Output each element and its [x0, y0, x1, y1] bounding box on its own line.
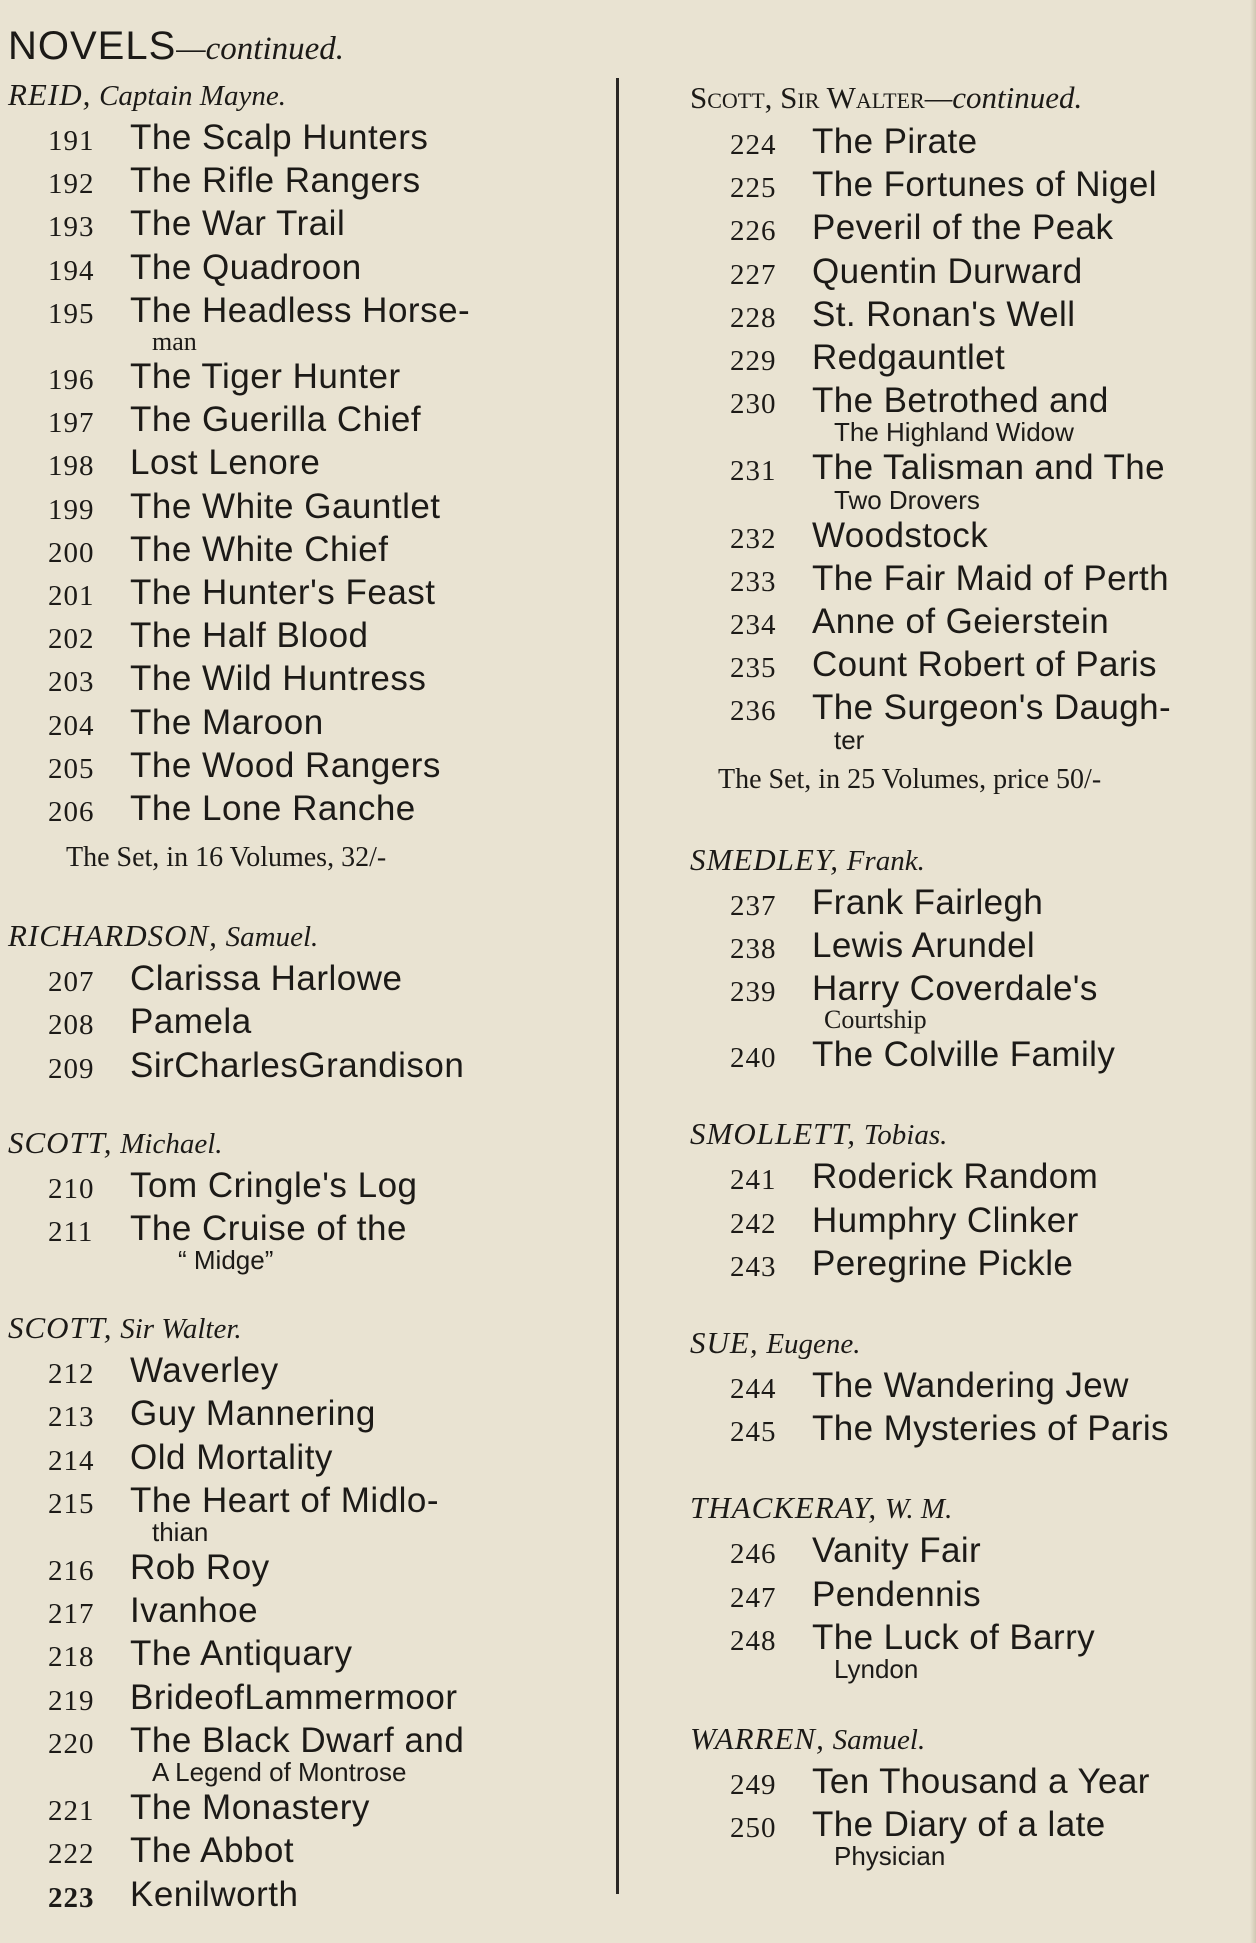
entry-list [48, 1166, 608, 1276]
entry-title: The Antiquary [130, 1634, 353, 1674]
entry-number: 221 [48, 1795, 95, 1828]
entry-title: Ivanhoe [130, 1591, 259, 1631]
list-item [730, 208, 1250, 251]
entry-title: The Guerilla Chief [130, 400, 422, 440]
list-item [48, 703, 608, 746]
entry-list [730, 883, 1250, 1079]
list-item [730, 688, 1250, 755]
entry-title: The Maroon [130, 702, 324, 742]
entry-body [130, 1002, 252, 1042]
entry-title: The Half Blood [130, 616, 369, 656]
author-given: W. M. [884, 1493, 953, 1526]
author-given: Eugene. [766, 1328, 861, 1361]
author-given: Captain Mayne. [99, 80, 286, 112]
heading-text: NOVELS [8, 24, 177, 68]
entry-number: 202 [48, 623, 95, 656]
entry-title: The Wood Rangers [130, 745, 441, 785]
list-item [48, 248, 608, 291]
entry-number: 226 [730, 215, 777, 248]
list-item [730, 1575, 1250, 1618]
entry-list [48, 118, 608, 832]
entry-title: Peregrine Pickle [812, 1243, 1074, 1283]
list-item [48, 1481, 608, 1548]
entry-title: Roderick Random [812, 1157, 1099, 1197]
entry-title: The White Gauntlet [130, 486, 441, 526]
list-item [48, 204, 608, 247]
entry-title: The Scalp Hunters [130, 118, 429, 157]
entry-number: 224 [730, 129, 777, 161]
entry-body [130, 1721, 464, 1788]
continued-author: Scott, Sir Walter [690, 80, 925, 115]
entry-number: 208 [48, 1009, 95, 1042]
entry-number: 243 [730, 1250, 777, 1283]
entry-body [130, 959, 403, 999]
entry-title: Ten Thousand a Year [812, 1762, 1150, 1802]
list-item [48, 1721, 608, 1788]
entry-body [130, 1046, 464, 1086]
entry-title: The Black Dwarf and [130, 1720, 465, 1760]
list-item [730, 338, 1250, 381]
list-item [48, 1046, 608, 1089]
entry-title: Anne of Geierstein [812, 602, 1110, 642]
entry-body [812, 208, 1113, 248]
entry-body [130, 1678, 458, 1718]
list-item [48, 1002, 608, 1045]
list-item [48, 1788, 608, 1831]
list-item [730, 1805, 1250, 1872]
entry-number: 210 [48, 1172, 95, 1205]
list-item [730, 1762, 1250, 1805]
author-surname: SUE, [690, 1325, 759, 1361]
entry-number: 191 [48, 125, 95, 157]
entry-title: The White Chief [130, 529, 389, 569]
entry-number: 212 [48, 1358, 95, 1391]
list-item [48, 789, 608, 832]
entry-body [812, 338, 1005, 378]
list-item [48, 291, 608, 357]
entry-body [130, 1548, 270, 1588]
entry-title: Tom Cringle's Log [130, 1165, 418, 1205]
list-item [48, 1351, 608, 1394]
list-item [730, 122, 1250, 165]
author-given: Sir Walter. [120, 1313, 242, 1346]
entry-title: The Cruise of the [130, 1209, 407, 1249]
entry-body [130, 443, 320, 483]
entry-number: 194 [48, 254, 95, 287]
list-item [48, 1394, 608, 1437]
entry-continuation: Courtship [824, 1005, 927, 1035]
list-item [48, 1591, 608, 1634]
entry-title: Lost Lenore [130, 443, 321, 483]
entry-number: 241 [730, 1164, 777, 1197]
author-surname: REID, [8, 77, 92, 112]
entry-title: The Wild Huntress [130, 659, 427, 699]
entry-body [130, 616, 369, 656]
entry-title: Pamela [130, 1002, 252, 1042]
entry-title: Rob Roy [130, 1548, 270, 1588]
list-item [730, 381, 1250, 448]
entry-number: 196 [48, 364, 95, 397]
entry-title: Redgauntlet [812, 338, 1006, 378]
list-item [48, 530, 608, 573]
entry-number: 232 [730, 522, 777, 555]
entry-title: The Luck of Barry [812, 1617, 1096, 1657]
entry-number: 223 [48, 1881, 95, 1914]
entry-body [812, 165, 1157, 205]
entry-number: 227 [730, 258, 777, 291]
entry-body [130, 1394, 376, 1434]
entry-title: Humphry Clinker [812, 1200, 1079, 1240]
entry-number: 225 [730, 172, 777, 205]
entry-body [812, 1409, 1169, 1449]
entry-body [812, 295, 1075, 335]
entry-title: The Pirate [812, 122, 978, 161]
author-surname: WARREN, [690, 1721, 825, 1757]
entry-title: Count Robert of Paris [812, 645, 1157, 685]
entry-list [730, 1366, 1250, 1452]
author-heading-scott-michael [8, 1123, 608, 1164]
list-item [730, 1201, 1250, 1244]
list-item [730, 1244, 1250, 1287]
list-item [48, 959, 608, 1002]
entry-body [130, 1634, 352, 1674]
entry-body [130, 248, 362, 288]
author-surname: SCOTT, [8, 1310, 113, 1346]
entry-body [812, 1575, 981, 1615]
entry-title: The Heart of Midlo- [130, 1480, 440, 1520]
entry-body [812, 381, 1109, 448]
entry-title: Harry Coverdale's [812, 969, 1098, 1009]
entry-body [812, 969, 1098, 1035]
left-column [8, 20, 608, 1918]
entry-title: The Fair Maid of Perth [812, 558, 1169, 598]
entry-body [130, 1166, 418, 1206]
entry-body [130, 357, 401, 397]
entry-number: 222 [48, 1838, 95, 1871]
entry-body [812, 883, 1043, 923]
entry-title: The Mysteries of Paris [812, 1409, 1169, 1449]
entry-body [130, 659, 426, 699]
entry-body [812, 1201, 1079, 1241]
entry-number: 234 [730, 609, 777, 642]
entry-title: Kenilworth [130, 1874, 299, 1914]
list-item [48, 659, 608, 702]
entry-title: The Surgeon's Daugh- [812, 688, 1172, 728]
entry-title: Old Mortality [130, 1437, 333, 1477]
author-surname: SMOLLETT, [690, 1116, 857, 1152]
right-column [690, 78, 1250, 1872]
entry-number: 201 [48, 580, 95, 613]
list-item [48, 1678, 608, 1721]
entry-continuation: The Highland Widow [834, 417, 1074, 448]
entry-continuation: thian [152, 1517, 209, 1548]
author-heading-thackeray [690, 1488, 1250, 1529]
list-item [730, 1409, 1250, 1452]
page-edge-shadow [1250, 0, 1256, 1943]
entry-number: 229 [730, 345, 777, 378]
entry-title: The Monastery [130, 1788, 370, 1828]
entry-title: The Hunter's Feast [130, 573, 436, 613]
entry-list [730, 1531, 1250, 1685]
entry-body [812, 1035, 1115, 1075]
entry-number: 211 [48, 1216, 94, 1249]
author-heading-scott-walter [8, 1308, 608, 1349]
entry-body [130, 1438, 333, 1478]
list-item [48, 118, 608, 161]
list-item [730, 559, 1250, 602]
entry-body [812, 645, 1157, 685]
entry-body [130, 789, 416, 829]
author-given: Michael. [120, 1127, 223, 1160]
list-item [730, 1035, 1250, 1078]
list-item [730, 1157, 1250, 1200]
entry-number: 237 [730, 889, 777, 922]
author-heading-smollett [690, 1114, 1250, 1155]
list-item [48, 400, 608, 443]
entry-list [48, 1351, 608, 1917]
author-heading-richardson [8, 916, 608, 957]
set-price-note: The Set, in 25 Volumes, price 50/- [718, 763, 1102, 795]
entry-number: 239 [730, 976, 777, 1009]
list-item [48, 1548, 608, 1591]
entry-list [48, 959, 608, 1089]
entry-continuation: ter [834, 724, 865, 755]
list-item [730, 1531, 1250, 1574]
entry-number: 246 [730, 1538, 777, 1571]
entry-continuation: man [152, 327, 197, 357]
entry-title: Vanity Fair [812, 1531, 982, 1571]
list-item [730, 165, 1250, 208]
author-surname: THACKERAY, [690, 1490, 878, 1526]
entry-continuation: Two Drovers [834, 484, 980, 515]
entry-body [130, 1788, 370, 1828]
entry-number: 248 [730, 1624, 777, 1657]
entry-title: The Quadroon [130, 247, 362, 287]
entry-body [812, 1157, 1098, 1197]
entry-body [130, 118, 428, 158]
entry-continuation: “ Midge” [178, 1245, 274, 1276]
entry-number: 204 [48, 709, 95, 742]
list-item [730, 926, 1250, 969]
entry-number: 236 [730, 695, 777, 728]
page-heading [8, 20, 608, 75]
entry-number: 199 [48, 493, 95, 526]
entry-continuation: A Legend of Montrose [152, 1757, 407, 1788]
entry-title: Lewis Arundel [812, 925, 1036, 965]
list-item [48, 1634, 608, 1677]
entry-list [730, 1157, 1250, 1287]
list-item [730, 252, 1250, 295]
entry-title: Frank Fairlegh [812, 882, 1044, 922]
entry-title: The Rifle Rangers [130, 161, 421, 201]
entry-body [812, 1366, 1129, 1406]
list-item [48, 1209, 608, 1276]
entry-body [812, 688, 1171, 755]
entry-number: 228 [730, 301, 777, 334]
author-heading-warren [690, 1719, 1250, 1760]
entry-number: 192 [48, 168, 95, 201]
entry-number: 205 [48, 752, 95, 785]
entry-title: The Wandering Jew [812, 1366, 1129, 1406]
entry-title: BrideofLammermoor [130, 1677, 458, 1717]
entry-body [812, 252, 1083, 292]
entry-number: 230 [730, 388, 777, 421]
entry-title: SirCharlesGrandison [130, 1045, 465, 1085]
entry-number: 240 [730, 1042, 777, 1075]
continued-label: —continued. [924, 80, 1083, 115]
entry-number: 195 [48, 297, 95, 330]
author-given: Frank. [846, 844, 925, 877]
entry-number: 247 [730, 1581, 777, 1614]
list-item [48, 357, 608, 400]
entry-title: The Fortunes of Nigel [812, 165, 1157, 205]
author-given: Samuel. [832, 1724, 926, 1757]
entry-number: 214 [48, 1444, 95, 1477]
entry-continuation: Physician [834, 1841, 946, 1872]
entry-number: 219 [48, 1684, 95, 1717]
entry-title: The Talisman and The [812, 448, 1166, 488]
list-item [730, 516, 1250, 559]
author-given: Tobias. [863, 1119, 948, 1152]
entry-title: Peveril of the Peak [812, 208, 1114, 248]
entry-number: 218 [48, 1641, 95, 1674]
entry-body [130, 1481, 439, 1548]
entry-body [812, 516, 988, 556]
entry-body [130, 1591, 258, 1631]
column-divider [616, 78, 619, 1894]
author-surname: SMEDLEY, [690, 841, 839, 877]
entry-body [130, 1351, 279, 1391]
entry-number: 209 [48, 1052, 95, 1085]
entry-continuation: Lyndon [834, 1654, 919, 1685]
list-item [48, 487, 608, 530]
entry-body [130, 746, 441, 786]
entry-title: Clarissa Harlowe [130, 959, 403, 999]
entry-number: 213 [48, 1401, 95, 1434]
entry-number: 215 [48, 1487, 95, 1520]
entry-number: 249 [730, 1769, 777, 1802]
entry-body [130, 530, 388, 570]
list-item [730, 295, 1250, 338]
entry-body [130, 703, 324, 743]
entry-title: The Lone Ranche [130, 789, 416, 829]
entry-title: The Abbot [130, 1831, 295, 1871]
entry-number: 242 [730, 1207, 777, 1240]
entry-number: 193 [48, 211, 95, 244]
author-surname: SCOTT, [8, 1124, 113, 1160]
entry-number: 233 [730, 565, 777, 598]
list-item [730, 1366, 1250, 1409]
entry-body [130, 1875, 298, 1915]
entry-body [812, 1618, 1095, 1685]
list-item [48, 1438, 608, 1481]
list-item [730, 969, 1250, 1035]
entry-number: 200 [48, 536, 95, 569]
entry-list [730, 1762, 1250, 1872]
entry-number: 220 [48, 1727, 95, 1760]
entry-title: Woodstock [812, 515, 989, 555]
list-item [48, 1875, 608, 1918]
entry-body [130, 161, 421, 201]
list-item [730, 883, 1250, 926]
entry-number: 231 [730, 455, 777, 488]
list-item [730, 602, 1250, 645]
entry-number: 235 [730, 652, 777, 685]
entry-body [812, 448, 1165, 515]
entry-number: 245 [730, 1416, 777, 1449]
entry-number: 207 [48, 966, 95, 999]
author-heading-smedley [690, 840, 1250, 881]
entry-title: Waverley [130, 1351, 279, 1391]
list-item [730, 1618, 1250, 1685]
entry-number: 198 [48, 450, 95, 483]
list-item [48, 573, 608, 616]
entry-title: The War Trail [130, 204, 346, 244]
entry-body [812, 1244, 1073, 1284]
entry-body [130, 1831, 294, 1871]
entry-number: 238 [730, 932, 777, 965]
entry-body [812, 926, 1035, 966]
continued-author-header [690, 78, 1250, 118]
entry-number: 244 [730, 1373, 777, 1406]
list-item [730, 645, 1250, 688]
entry-body [130, 204, 345, 244]
entry-title: The Colville Family [812, 1035, 1116, 1075]
list-item [48, 746, 608, 789]
entry-body [130, 400, 421, 440]
entry-number: 206 [48, 796, 95, 829]
entry-body [130, 573, 436, 613]
entry-title: The Headless Horse- [130, 290, 471, 330]
list-item [48, 443, 608, 486]
entry-title: The Tiger Hunter [130, 357, 401, 397]
entry-body [812, 1762, 1150, 1802]
entry-number: 197 [48, 407, 95, 440]
entry-body [812, 602, 1109, 642]
entry-number: 216 [48, 1555, 95, 1588]
entry-number: 217 [48, 1598, 95, 1631]
entry-number: 203 [48, 666, 95, 699]
author-given: Samuel. [225, 921, 319, 954]
entry-title: St. Ronan's Well [812, 294, 1076, 334]
entry-body [812, 559, 1169, 599]
entry-body [812, 1531, 981, 1571]
entry-title: Guy Mannering [130, 1394, 376, 1434]
heading-continued: —continued. [176, 31, 345, 67]
list-item [48, 616, 608, 659]
list-item [730, 448, 1250, 515]
entry-title: The Diary of a late [812, 1805, 1106, 1845]
author-surname: RICHARDSON, [8, 918, 218, 954]
list-item [48, 1831, 608, 1874]
entry-title: Pendennis [812, 1574, 982, 1614]
author-heading-reid [8, 75, 608, 116]
entry-body [812, 122, 977, 162]
entry-number: 250 [730, 1812, 777, 1845]
entry-body [130, 291, 470, 357]
entry-body [130, 487, 441, 527]
entry-title: Quentin Durward [812, 251, 1083, 291]
set-price-note: The Set, in 16 Volumes, 32/- [66, 842, 387, 874]
list-item [48, 161, 608, 204]
list-item [48, 1166, 608, 1209]
entry-title: The Betrothed and [812, 381, 1109, 421]
entry-body [130, 1209, 407, 1276]
entry-list [730, 122, 1250, 756]
entry-body [812, 1805, 1106, 1872]
author-heading-sue [690, 1323, 1250, 1364]
